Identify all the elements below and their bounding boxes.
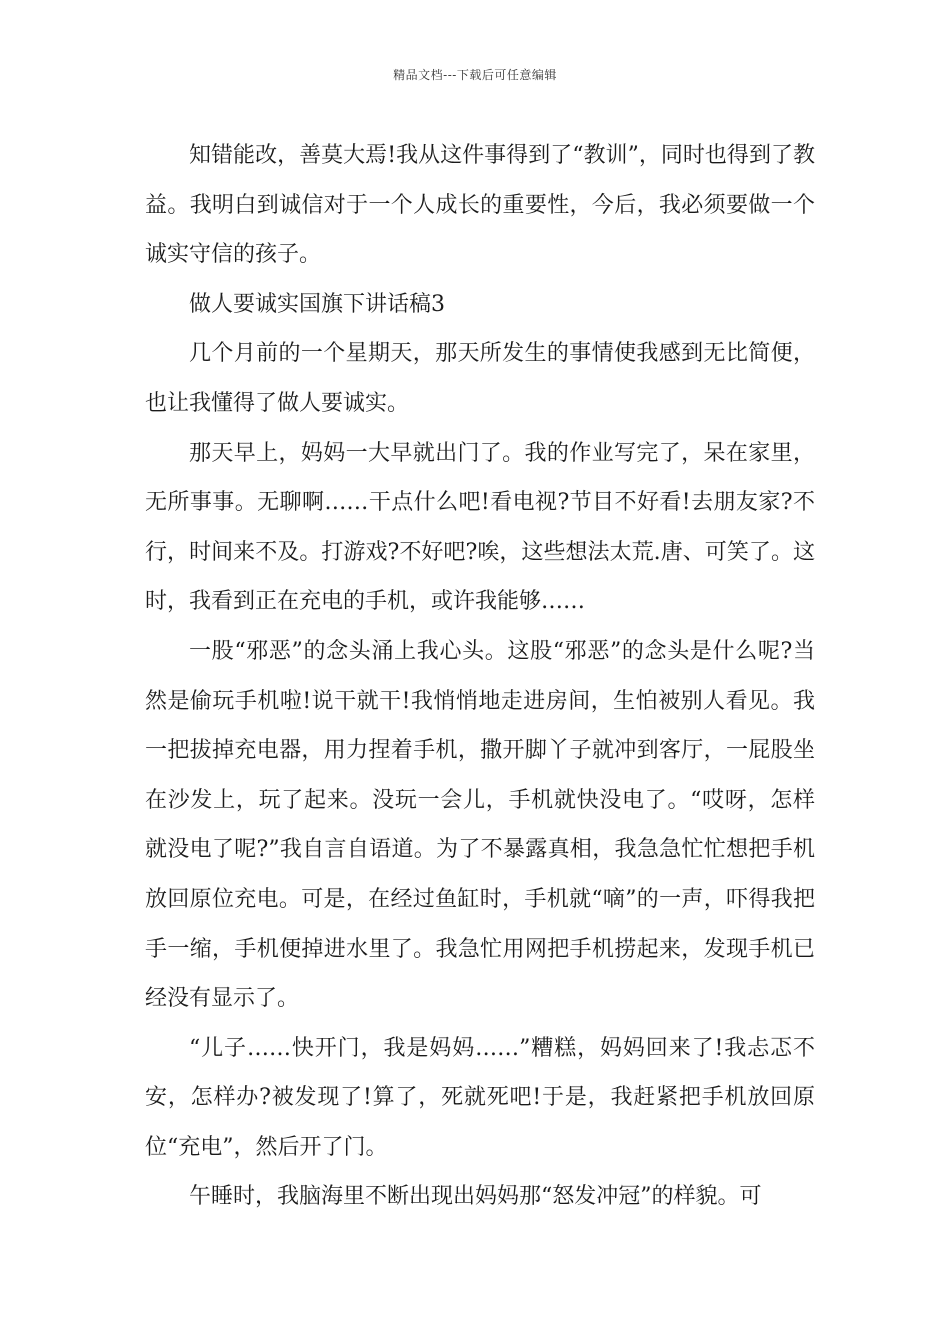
section-heading: 做人要诚实国旗下讲话稿3 bbox=[189, 291, 445, 317]
paragraph: 知错能改，善莫大焉!我从这件事得到了“教训”，同时也得到了教益。我明白到诚信对于一个人成长的重要性，今后，我必须要做一个诚实守信的孩子。 bbox=[145, 143, 815, 268]
paragraph: 一股“邪恶”的念头涌上我心头。这股“邪恶”的念头是什么呢?当然是偷玩手机啦!说干就干!我悄悄地走进房间，生怕被别人看见。我一把拔掉充电器，用力捏着手机，撒开脚丫子就冲到客厅，一屁股坐在沙发上，玩了起来。没玩一会儿，手机就快没电了。“哎呀，怎样就没电了呢?”我自言自语道。为了不暴露真相，我急急忙忙想把手机放回原位充电。可是，在经过鱼缸时，手机就“嘀”的一声，吓得我把手一缩，手机便掉进水里了。我急忙用网把手机捞起来，发现手机已经没有显示了。 bbox=[145, 638, 815, 1012]
paragraph: 午睡时，我脑海里不断出现出妈妈那“怒发冲冠”的样貌。可 bbox=[189, 1184, 762, 1210]
page-header: 精品文档---下载后可任意编辑 bbox=[393, 68, 557, 82]
document-body bbox=[145, 131, 815, 1222]
paragraph: 几个月前的一个星期天，那天所发生的事情使我感到无比简便，也让我懂得了做人要诚实。 bbox=[145, 341, 815, 416]
paragraph: 那天早上，妈妈一大早就出门了。我的作业写完了，呆在家里，无所事事。无聊啊……干点什么吧!看电视?节目不好看!去朋友家?不行，时间来不及。打游戏?不好吧?唉，这些想法太荒.唐、可笑了。这时，我看到正在充电的手机，或许我能够…… bbox=[145, 440, 815, 615]
paragraph: “儿子……快开门，我是妈妈……”糟糕，妈妈回来了!我忐忑不安，怎样办?被发现了!算了，死就死吧!于是，我赶紧把手机放回原位“充电”，然后开了门。 bbox=[145, 1035, 815, 1160]
